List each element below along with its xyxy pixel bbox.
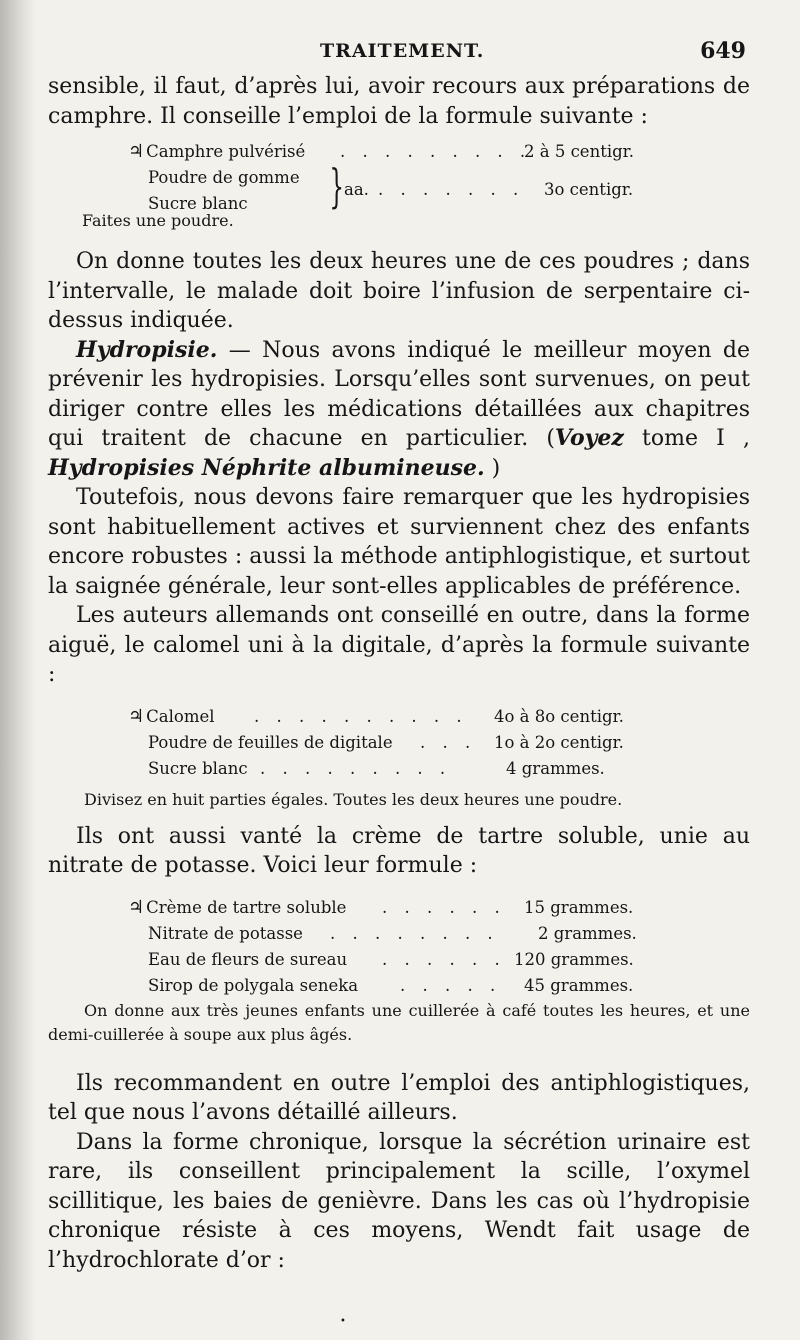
recipe-dose: 2 grammes. <box>538 923 637 943</box>
recipe-rx-symbol: ♃ <box>128 141 145 162</box>
paragraph-camphor <box>48 72 750 131</box>
recipe-creme <box>48 895 750 1055</box>
recipe-dose: 2 à 5 centigr. <box>524 142 634 161</box>
running-header <box>48 40 748 70</box>
paragraph-allemands <box>48 601 750 690</box>
recipe-item-name: Nitrate de potasse <box>148 923 303 943</box>
paragraph-antiphlogistiques <box>48 1069 750 1128</box>
ingredient: Crème de tartre soluble <box>146 897 347 917</box>
page-body <box>48 72 750 1275</box>
paragraph-text: On donne toutes les deux heures une de ces poudres ; dans l’intervalle, le malade doit boire l’infusion de serpentaire ci-dessus indiquée. <box>48 249 750 333</box>
page-number: 649 <box>700 38 746 64</box>
paragraph-text: Les auteurs allemands ont conseillé en outre, dans la forme aiguë, le calomel uni à la digitale, d’après la formule suivante : <box>48 603 750 687</box>
recipe-dose: 120 grammes. <box>514 949 634 969</box>
brace: } <box>329 159 344 213</box>
cross-reference-title: Hydropisies Néphrite albumineuse. <box>48 454 485 481</box>
recipe-item-name <box>128 895 346 921</box>
page-gutter-shadow <box>0 0 36 1340</box>
section-lead: Hydropisie. <box>76 336 218 363</box>
cross-reference-volume: tome I , <box>623 426 750 451</box>
cross-reference: Voyez <box>554 425 624 451</box>
recipe-item-name: Eau de fleurs de sureau <box>148 949 348 969</box>
running-title: TRAITEMENT. <box>320 40 485 62</box>
recipe-dose: 1o à 2o centigr. <box>494 732 624 752</box>
leader-dots: . . . . . . . <box>378 180 525 199</box>
leader-dots: . . . . . <box>400 975 502 995</box>
paragraph-text: Ils recommandent en outre l’emploi des antiphlogistiques, tel que nous l’avons détaillé ailleurs. <box>48 1070 750 1125</box>
recipe-line <box>48 756 750 782</box>
recipe-note: On donne aux très jeunes enfants une cuillerée à café toutes les heures, et une demi-cuillerée à soupe aux plus âgés. <box>48 1000 750 1044</box>
leader-dots: . . . . . . . . . . <box>254 706 468 726</box>
paragraph-text: sensible, il faut, d’après lui, avoir recours aux préparations de camphre. Il conseille l’emploi de la formule suivante : <box>48 74 750 129</box>
recipe-line <box>48 973 750 999</box>
paragraph-chronique <box>48 1128 750 1276</box>
recipe-dose: 3o centigr. <box>544 180 634 199</box>
recipe-line <box>48 730 750 756</box>
leader-dots: . . . . . . <box>382 897 506 917</box>
paragraph-hydropisie <box>48 336 750 484</box>
recipe-dose: 4 grammes. <box>506 758 605 778</box>
page-bottom-mark: • <box>340 1316 346 1327</box>
paragraph-text: Dans la forme chronique, lorsque la sécrétion urinaire est rare, ils conseillent principalement la scille, l’oxymel scillitique, les baies de genièvre. Dans les cas où l’hydropisie chronique résiste à ces moyens, Wendt fait usage de l’hydrochlorate d’or : <box>48 1129 750 1273</box>
recipe-item-name: Poudre de feuilles de digitale <box>148 732 393 752</box>
recipe-calomel <box>48 704 750 816</box>
recipe-line <box>48 704 750 730</box>
ingredient: Camphre pulvérisé <box>146 142 306 161</box>
paragraph-toutefois <box>48 483 750 601</box>
recipe-item-name <box>128 704 215 730</box>
recipe-note: Divisez en huit parties égales. Toutes les deux heures une poudre. <box>84 789 623 809</box>
recipe-dose: 45 grammes. <box>524 975 634 995</box>
recipe-dose: 15 grammes. <box>524 897 634 917</box>
recipe-line <box>48 895 750 921</box>
paragraph-text: — Nous avons indiqué le meilleur moyen de prévenir les hydropisies. Lorsqu’elles sont survenues, on peut diriger contre elles les médications détaillées aux chapitres qui traitent de chacune en particulier. ( <box>48 337 750 451</box>
recipe-item-name: Sucre blanc <box>148 194 248 213</box>
recipe-line <box>48 139 750 165</box>
recipe-line <box>48 947 750 973</box>
paragraph-dosage <box>48 247 750 336</box>
leader-dots: . . . . . . . . . <box>260 758 452 778</box>
recipe-rx-symbol: ♃ <box>128 705 145 727</box>
closing-paren: ) <box>484 455 501 481</box>
recipe-item-name <box>128 139 305 165</box>
leader-dots: . . . . . . <box>382 949 506 969</box>
recipe-item-name: Sirop de polygala seneka <box>148 975 359 995</box>
paragraph-text: Toutefois, nous devons faire remarquer que les hydropisies sont habituellement actives et surviennent chez des enfants encore robustes : aussi la méthode antiphlogistique, et surtout la saignée générale, leur sont-elles applicables de préférence. <box>48 485 750 599</box>
recipe-dose: 4o à 8o centigr. <box>494 706 624 726</box>
recipe-aa: aa. <box>344 180 369 199</box>
recipe-note: Faites une poudre. <box>82 211 234 230</box>
leader-dots: . . . . . . . . <box>330 923 499 943</box>
recipe-item-name: Poudre de gomme <box>148 168 300 187</box>
recipe-camphor <box>48 139 750 237</box>
recipe-item-name: Sucre blanc <box>148 758 248 778</box>
recipe-line <box>48 921 750 947</box>
ingredient: Calomel <box>146 706 215 726</box>
paragraph-creme <box>48 822 750 881</box>
leader-dots: . . . <box>420 732 477 752</box>
leader-dots: . . . . . . . . . <box>340 142 532 161</box>
paragraph-text: Ils ont aussi vanté la crème de tartre soluble, unie au nitrate de potasse. Voici leur formule : <box>48 823 750 878</box>
recipe-rx-symbol: ♃ <box>128 896 145 918</box>
